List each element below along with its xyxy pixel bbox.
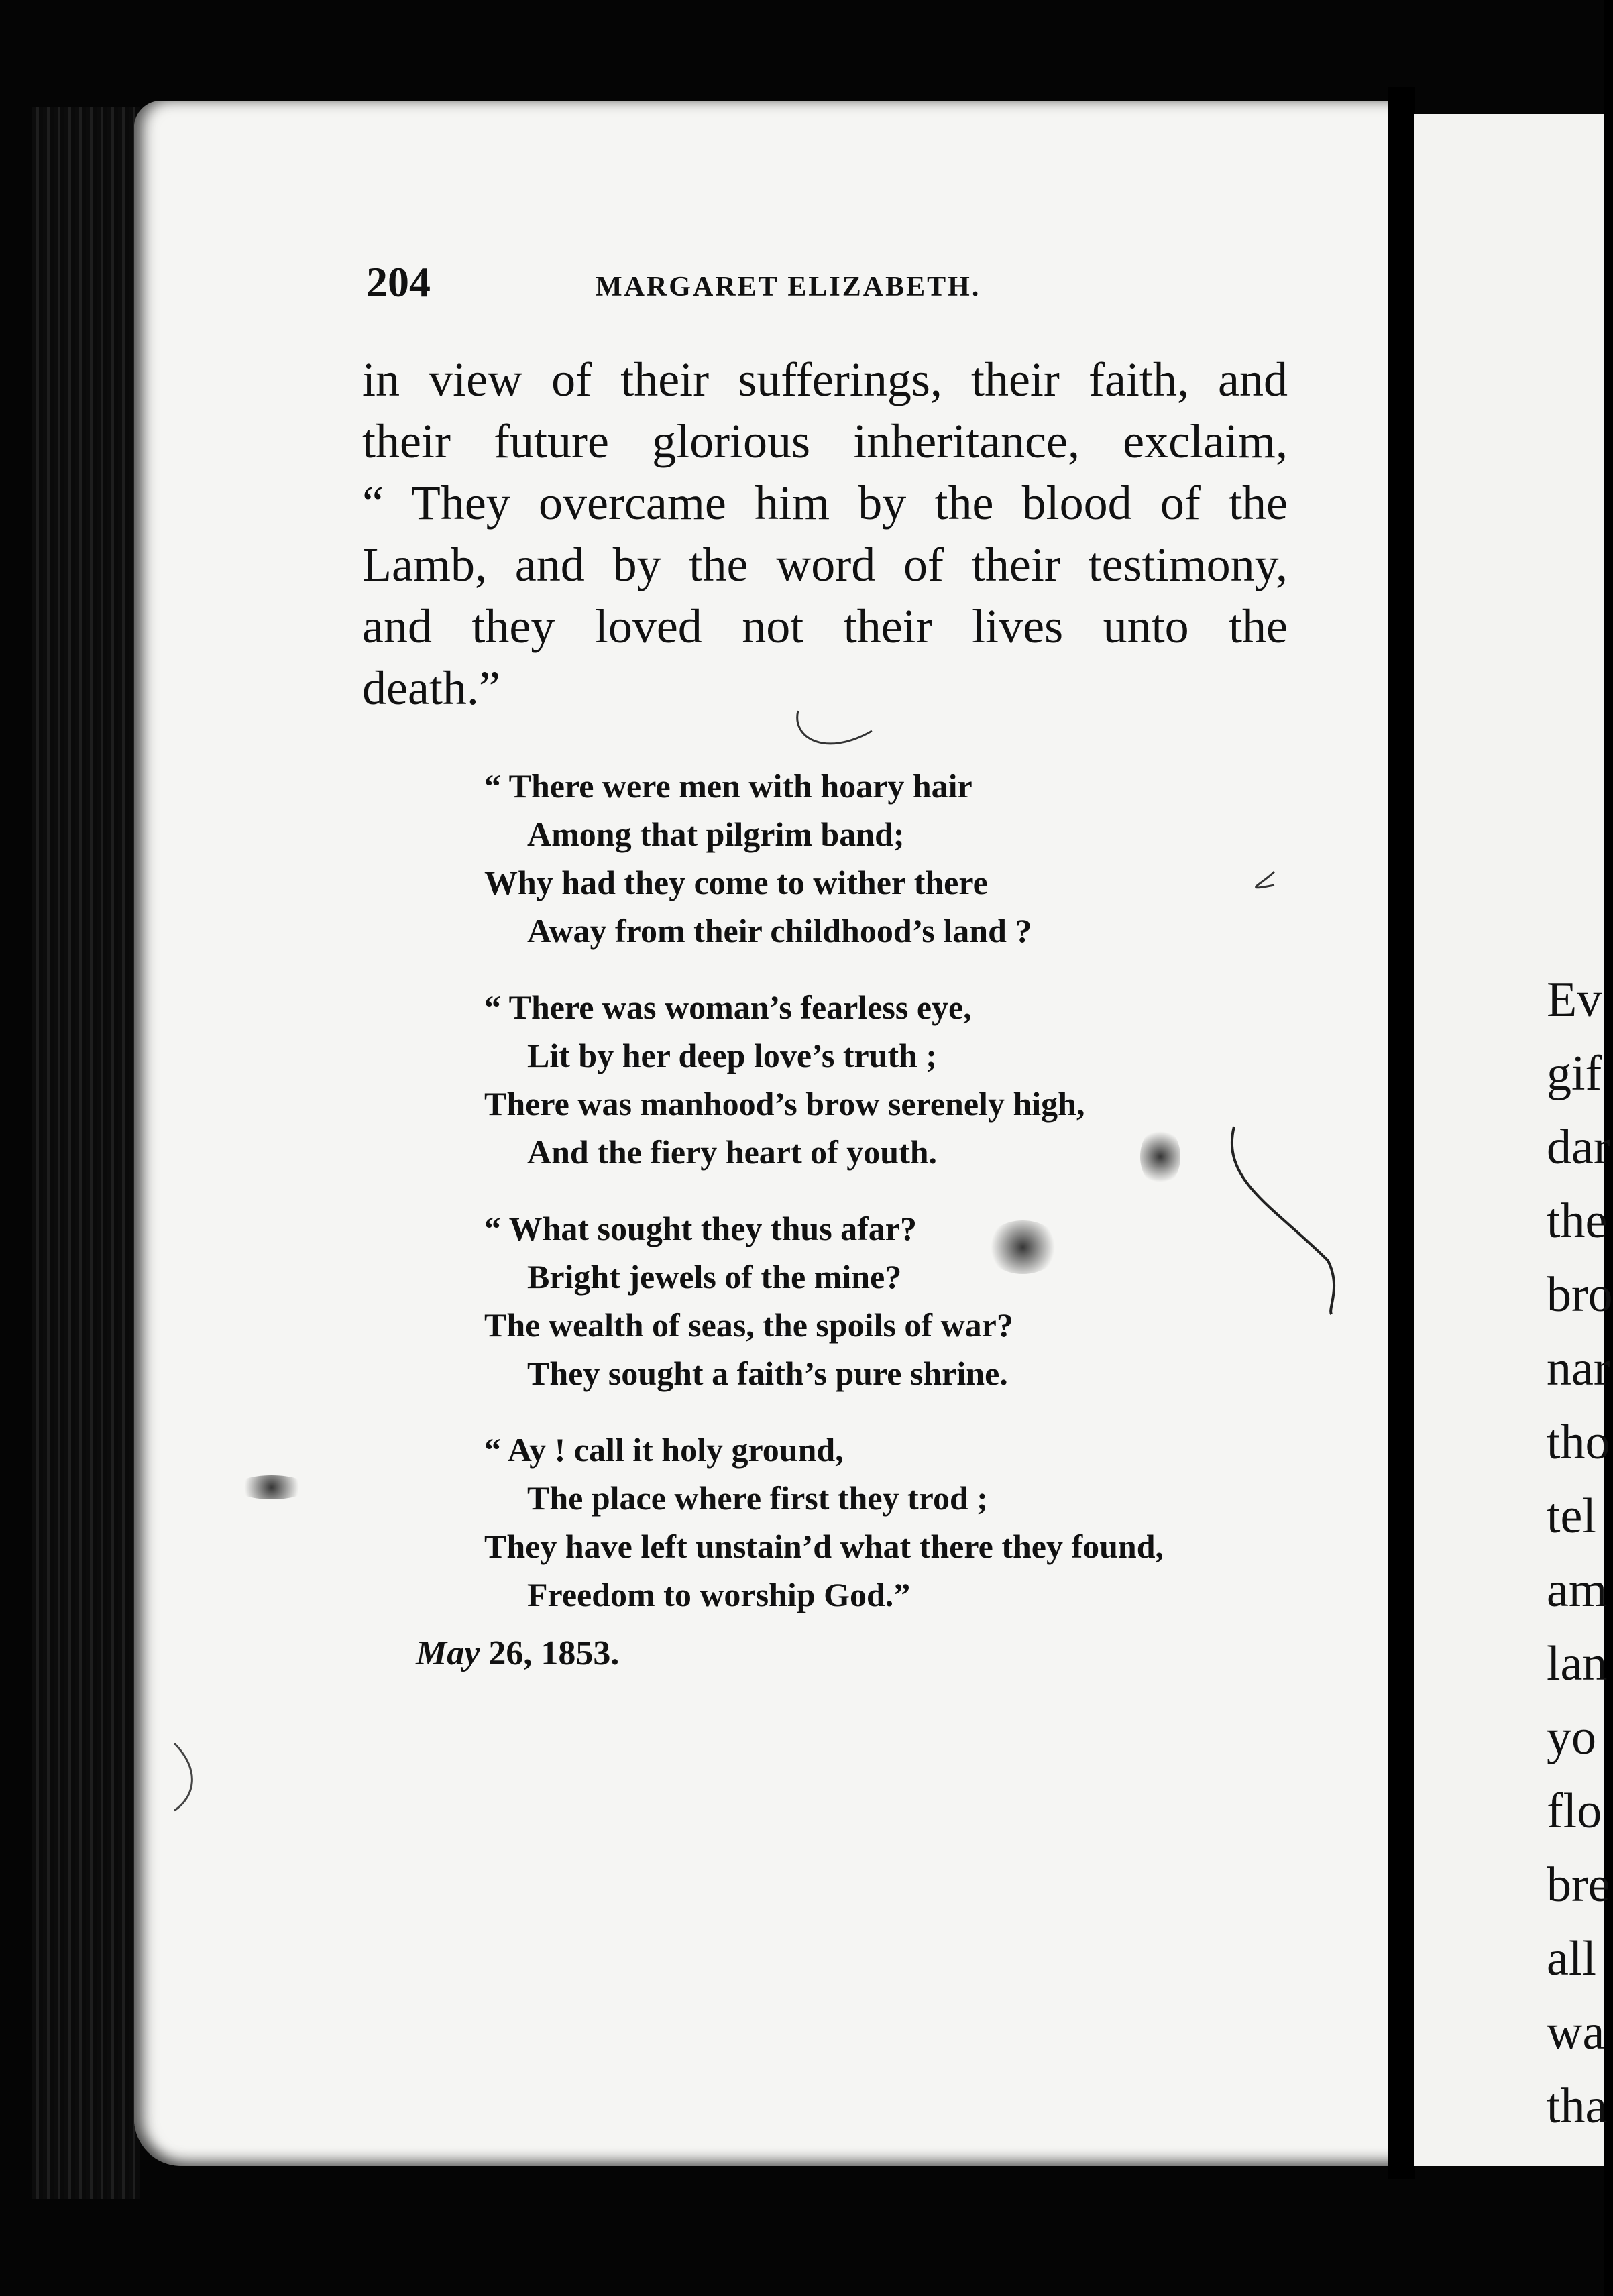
poem-line: “ There was woman’s fearless eye, [484, 988, 972, 1026]
prose-line: in view of their sufferings, their faith, and [362, 353, 1288, 406]
poem-line: Freedom to worship God.” [527, 1576, 911, 1613]
right-page-fragment: dar [1547, 1120, 1610, 1175]
right-page-fragment: yo [1547, 1710, 1596, 1765]
poem-line: Why had they come to wither there [484, 864, 988, 901]
right-page-fragment: all [1547, 1931, 1596, 1986]
poem-line: The place where first they trod ; [527, 1479, 988, 1517]
right-page-fragment: nar [1547, 1341, 1610, 1396]
prose-line: and they loved not their lives unto the [362, 599, 1288, 653]
right-page-fragment: tho [1547, 1415, 1610, 1470]
right-page-fragment: Ev [1547, 972, 1602, 1027]
right-page-fragment: lan [1547, 1636, 1608, 1691]
poem-line: There was manhood’s brow serenely high, [484, 1085, 1085, 1123]
poem-line: They sought a faith’s pure shrine. [527, 1355, 1008, 1392]
running-title: MARGARET ELIZABETH. [596, 272, 981, 302]
poem-line: The wealth of seas, the spoils of war? [484, 1306, 1013, 1344]
dateline-month: May [416, 1634, 480, 1672]
right-page-fragment: am [1547, 1562, 1608, 1617]
prose-line: “ They overcame him by the blood of the [362, 476, 1288, 530]
prose-line: their future glorious inheritance, exclaim, [362, 414, 1288, 468]
poem-line: Lit by her deep love’s truth ; [527, 1037, 938, 1074]
page-number: 204 [366, 258, 431, 306]
right-page-fragment: flo [1547, 1784, 1602, 1839]
right-page-fragment: the [1547, 1194, 1608, 1249]
poem-line: Bright jewels of the mine? [527, 1258, 902, 1296]
prose-line: death.” [362, 661, 500, 715]
poem-line: “ Ay ! call it holy ground, [484, 1431, 844, 1469]
poem-line: Away from their childhood’s land ? [527, 912, 1032, 950]
poem-line: “ There were men with hoary hair [484, 767, 972, 805]
poem-line: Among that pilgrim band; [527, 815, 905, 853]
right-page-fragment: bre [1547, 1857, 1610, 1912]
right-page-fragment: wa [1547, 2005, 1605, 2060]
right-page-fragment: tel [1547, 1489, 1596, 1544]
right-page-fragment: gif [1547, 1046, 1602, 1101]
prose-line: Lamb, and by the word of their testimony, [362, 538, 1288, 591]
right-page-fragment: tha [1547, 2079, 1608, 2134]
right-page-fragment: bro [1547, 1267, 1613, 1322]
poem-line: They have left unstain’d what there they found, [484, 1528, 1164, 1565]
poem-line: “ What sought they thus afar? [484, 1210, 917, 1247]
dateline-rest: 26, 1853. [480, 1634, 620, 1672]
poem-line: And the fiery heart of youth. [527, 1133, 938, 1171]
